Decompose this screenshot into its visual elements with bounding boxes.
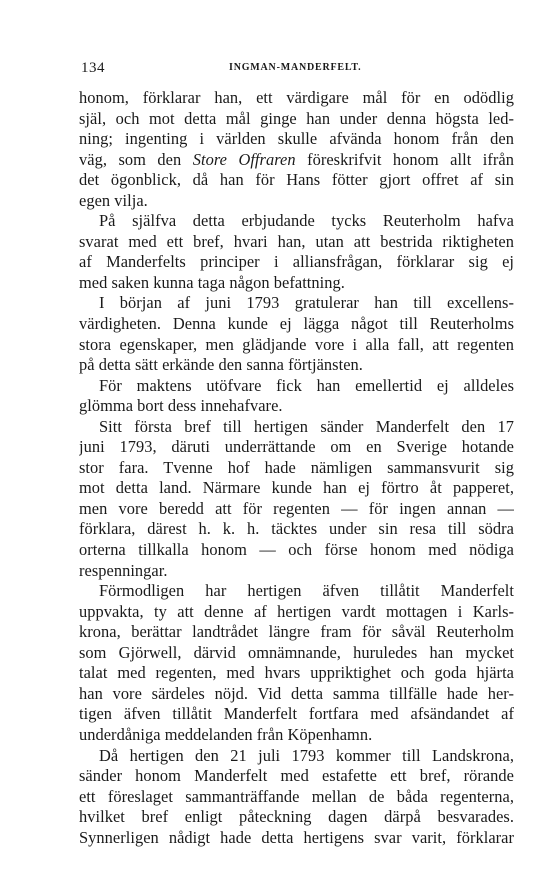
text-line: tigen äfven tillåtit Manderfelt fortfara med afsändandet af	[79, 704, 514, 724]
text-line: stor fara. Tvenne hof hade nämligen sammansvurit sig	[79, 457, 514, 477]
text-line: det ögonblick, då han för Hans fötter gjort offret af sin	[79, 170, 514, 190]
text-line: krona, berättar landtrådet längre fram för såväl Reuterholm	[79, 622, 514, 642]
text-line: orterna tillkalla honom — och förse honom med nödiga	[79, 540, 514, 560]
text-line: af Manderfelts principer i alliansfrågan, förklarar sig ej	[79, 252, 514, 272]
text-line: hvilket bref enligt påteckning dagen därpå besvarades.	[79, 807, 514, 827]
text-line: honom, förklarar han, ett värdigare mål för en odödlig	[79, 88, 514, 107]
book-page	[79, 0, 514, 890]
text-line: värdigheten. Denna kunde ej lägga något till Reuterholms	[79, 314, 514, 334]
text-line: sänder honom Manderfelt med estafette ett bref, rörande	[79, 766, 514, 786]
text-line: underdåniga meddelanden från Köpenhamn.	[79, 724, 373, 744]
running-title: INGMAN-MANDERFELT.	[229, 62, 362, 73]
text-line: ett föreslaget sammanträffande mellan de båda regenterna,	[79, 786, 514, 806]
text-line: juni 1793, däruti underrättande om en Sverige hotande	[79, 437, 514, 457]
text-line: I början af juni 1793 gratulerar han till excellens-	[99, 293, 514, 313]
text-line: som Gjörwell, därvid omnämnande, huruledes han mycket	[79, 642, 514, 662]
text-line: Sitt första bref till hertigen sänder Manderfelt den 17	[99, 416, 514, 436]
text-line: själ, och mot detta mål ginge han under denna högsta led-	[79, 108, 514, 128]
text-line: egen vilja.	[79, 190, 148, 210]
text-line: Då hertigen den 21 juli 1793 kommer till Landskrona,	[99, 745, 514, 765]
text-line: glömma bort dess innehafvare.	[79, 396, 283, 416]
text-line: men vore beredd att för regenten — för ingen annan —	[79, 498, 514, 518]
text-line: talat med regenten, med hvars uppriktighet och goda hjärta	[79, 663, 514, 683]
text-line: ning; ingenting i världen skulle afvända honom från den	[79, 129, 514, 149]
text-line: Förmodligen har hertigen äfven tillåtit Manderfelt	[99, 581, 514, 601]
text-line: svarat med ett bref, hvari han, utan att bestrida riktigheten	[79, 231, 514, 251]
text-line: Synnerligen nådigt hade detta hertigens svar varit, förklarar	[79, 827, 514, 847]
text-line: förklara, därest h. k. h. täcktes under sin resa till södra	[79, 519, 514, 539]
body-text	[79, 88, 514, 848]
text-line: på detta sätt erkände den sanna förtjänsten.	[79, 355, 363, 375]
text-line: han vore särdeles nöjd. Vid detta samma tillfälle hade her-	[79, 683, 514, 703]
page-number: 134	[81, 60, 105, 76]
text-line: väg, som den Store Offraren föreskrifvit honom allt ifrån	[79, 149, 514, 169]
text-line: På själfva detta erbjudande tycks Reuterholm hafva	[99, 211, 514, 231]
text-line: uppvakta, ty att denne af hertigen vardt mottagen i Karls-	[79, 601, 514, 621]
text-line: respenningar.	[79, 560, 168, 580]
text-line: mot detta land. Närmare kunde han ej förtro åt papperet,	[79, 478, 514, 498]
text-line: stora egenskaper, men glädjande vore i alla fall, att regenten	[79, 334, 514, 354]
text-line: med saken kunna taga någon befattning.	[79, 272, 345, 292]
running-head	[79, 60, 514, 78]
text-line: För maktens utöfvare fick han emellertid ej alldeles	[99, 375, 514, 395]
